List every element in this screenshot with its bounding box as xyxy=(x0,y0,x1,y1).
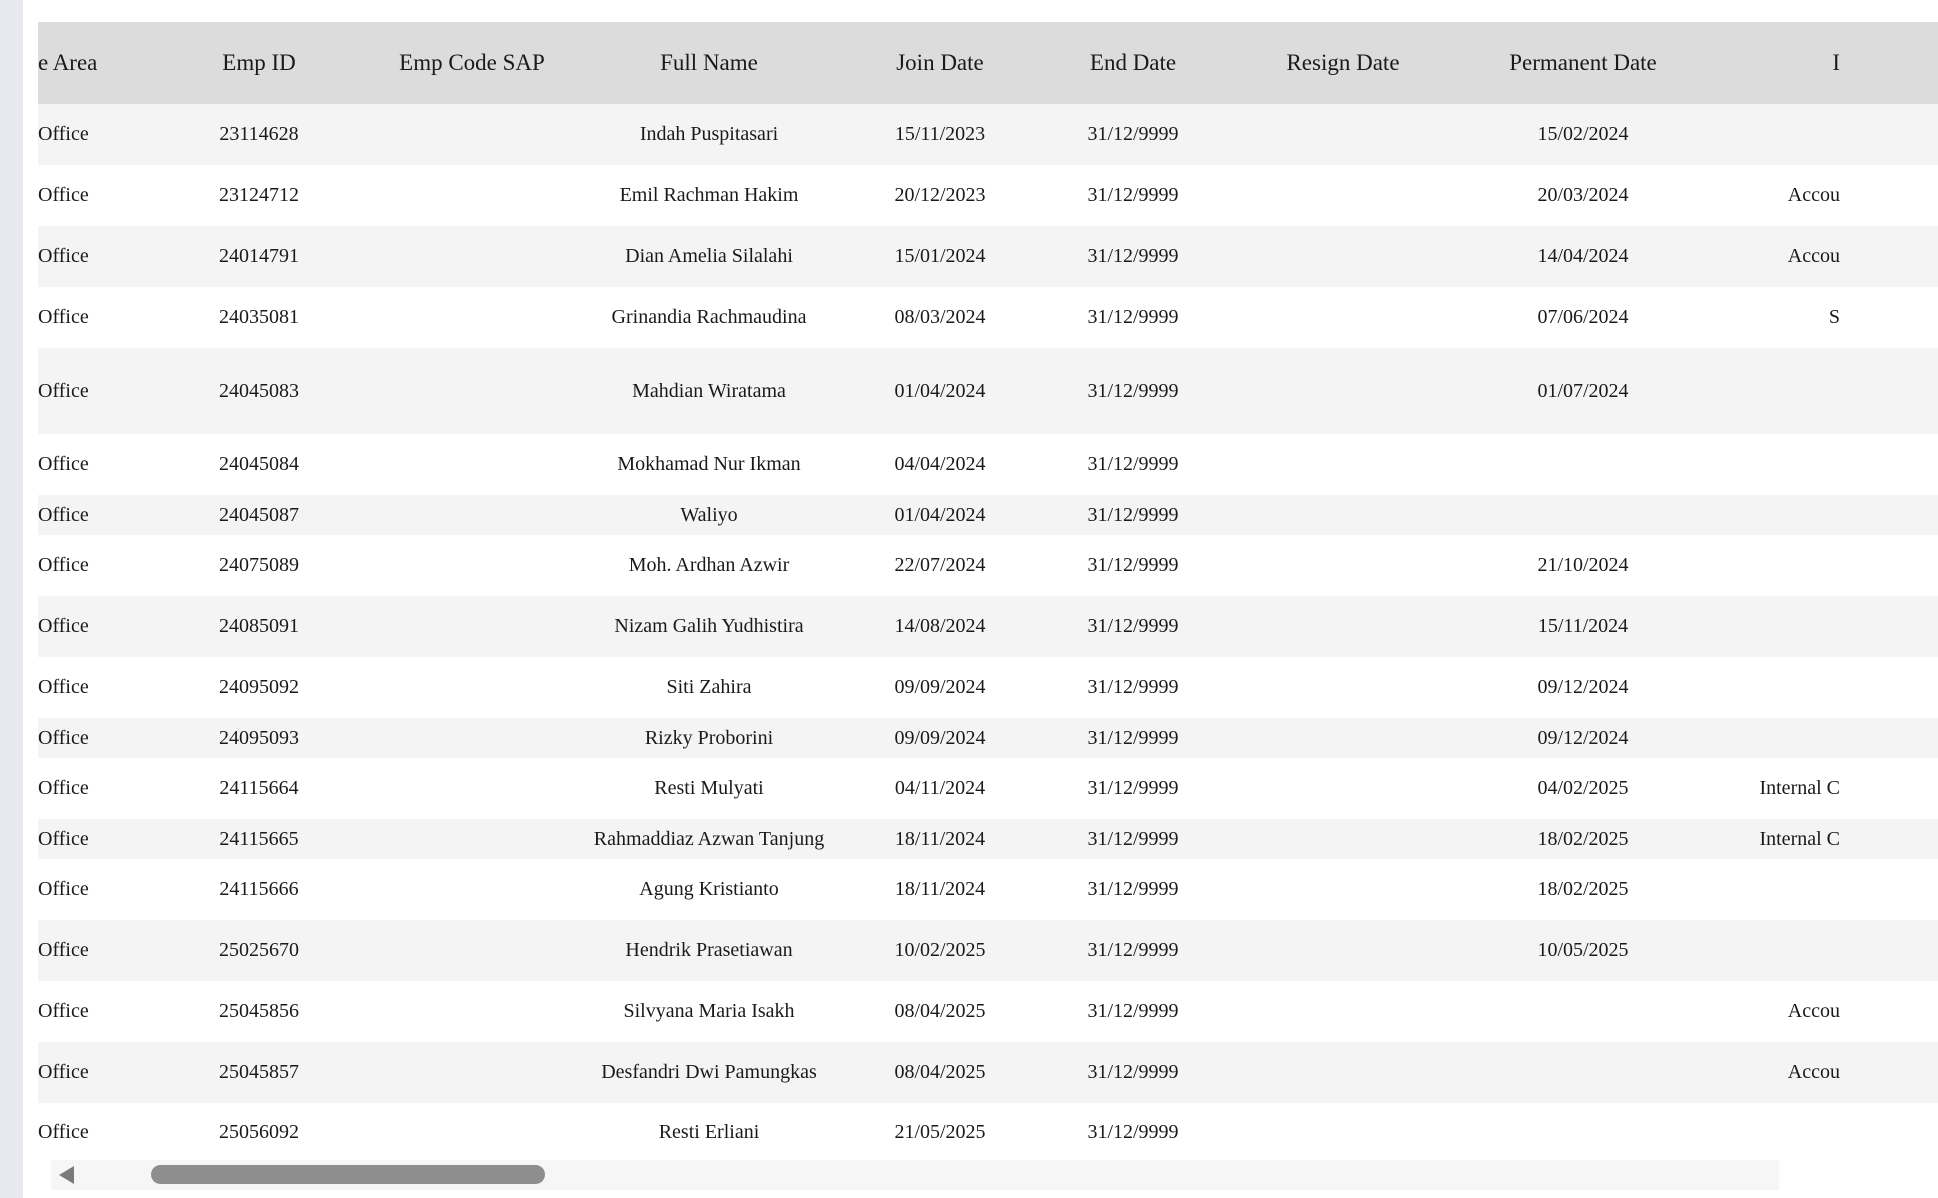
horizontal-scrollbar[interactable] xyxy=(51,1160,1779,1190)
cell-next-column: Accou xyxy=(1787,245,1840,267)
cell-emp-id: 25045857 xyxy=(219,1061,299,1083)
cell-full-name: Hendrik Prasetiawan xyxy=(625,939,793,961)
cell-full-name: Grinandia Rachmaudina xyxy=(611,306,807,328)
cell-next-column xyxy=(1688,535,1840,596)
header-full-name[interactable]: Full Name xyxy=(660,50,758,75)
triangle-left-icon[interactable] xyxy=(59,1166,74,1184)
table-row[interactable] xyxy=(38,758,1938,819)
table-row[interactable] xyxy=(38,859,1938,920)
cell-emp-id: 24095092 xyxy=(219,676,299,698)
cell-next-column: Accou xyxy=(1787,184,1840,206)
table-row[interactable] xyxy=(38,596,1938,657)
cell-permanent-date: 15/11/2024 xyxy=(1537,615,1629,637)
cell-end-date: 31/12/9999 xyxy=(1087,726,1179,749)
header-emp-id[interactable]: Emp ID xyxy=(222,50,296,75)
cell-next-column xyxy=(1688,495,1840,535)
cell-next-column: Internal C xyxy=(1759,827,1840,850)
cell-end-date: 31/12/9999 xyxy=(1087,615,1179,637)
employee-table xyxy=(38,22,1938,1162)
cell-join-date: 18/11/2024 xyxy=(894,827,986,850)
cell-area: Office xyxy=(38,726,89,749)
cell-end-date: 31/12/9999 xyxy=(1087,306,1179,328)
cell-next-column: Internal C xyxy=(1759,777,1840,799)
cell-end-date: 31/12/9999 xyxy=(1087,554,1179,576)
cell-emp-code-sap xyxy=(378,657,566,718)
cell-join-date: 09/09/2024 xyxy=(894,726,986,749)
cell-emp-code-sap xyxy=(378,758,566,819)
cell-permanent-date xyxy=(1470,495,1696,535)
cell-join-date: 08/03/2024 xyxy=(894,306,986,328)
table-row[interactable] xyxy=(38,920,1938,981)
cell-full-name: Nizam Galih Yudhistira xyxy=(614,615,804,637)
cell-area: Office xyxy=(38,1061,89,1083)
header-emp-code-sap[interactable]: Emp Code SAP xyxy=(399,50,545,75)
cell-area: Office xyxy=(38,503,89,526)
cell-join-date: 08/04/2025 xyxy=(894,1000,986,1022)
cell-join-date: 18/11/2024 xyxy=(894,878,986,900)
cell-permanent-date: 15/02/2024 xyxy=(1537,123,1629,145)
table-row[interactable] xyxy=(38,819,1938,859)
cell-full-name: Desfandri Dwi Pamungkas xyxy=(601,1061,817,1083)
cell-permanent-date: 09/12/2024 xyxy=(1537,676,1629,698)
header-next-column[interactable]: I xyxy=(1832,50,1840,75)
table-row[interactable] xyxy=(38,104,1938,165)
cell-full-name: Siti Zahira xyxy=(666,676,752,698)
cell-resign-date xyxy=(1238,348,1448,434)
table-row[interactable] xyxy=(38,165,1938,226)
cell-emp-id: 24115666 xyxy=(219,878,299,900)
table-row[interactable] xyxy=(38,348,1938,434)
left-panel-edge xyxy=(0,0,23,1198)
table-row[interactable] xyxy=(38,657,1938,718)
cell-join-date: 01/04/2024 xyxy=(894,503,986,526)
cell-emp-code-sap xyxy=(378,226,566,287)
cell-resign-date xyxy=(1238,1042,1448,1103)
cell-join-date: 01/04/2024 xyxy=(894,379,986,402)
cell-resign-date xyxy=(1238,535,1448,596)
cell-emp-code-sap xyxy=(378,718,566,758)
cell-join-date: 21/05/2025 xyxy=(894,1121,986,1143)
cell-join-date: 14/08/2024 xyxy=(894,615,986,637)
table-row[interactable] xyxy=(38,535,1938,596)
cell-permanent-date: 04/02/2025 xyxy=(1537,777,1629,799)
cell-emp-code-sap xyxy=(378,165,566,226)
table-viewport[interactable] xyxy=(38,22,1840,1160)
cell-area: Office xyxy=(38,1121,89,1143)
cell-full-name: Silvyana Maria Isakh xyxy=(623,1000,795,1022)
cell-area: Office xyxy=(38,123,89,145)
cell-join-date: 15/01/2024 xyxy=(894,245,986,267)
cell-permanent-date: 01/07/2024 xyxy=(1537,379,1629,402)
cell-join-date: 04/04/2024 xyxy=(894,453,986,475)
cell-permanent-date: 14/04/2024 xyxy=(1537,245,1629,267)
cell-emp-code-sap xyxy=(378,819,566,859)
cell-emp-id: 25045856 xyxy=(219,1000,299,1022)
cell-area: Office xyxy=(38,777,89,799)
cell-emp-id: 24045084 xyxy=(219,453,299,475)
table-row[interactable] xyxy=(38,718,1938,758)
table-body xyxy=(38,104,1938,1162)
cell-next-column xyxy=(1688,657,1840,718)
cell-area: Office xyxy=(38,554,89,576)
cell-permanent-date: 10/05/2025 xyxy=(1537,939,1629,961)
cell-next-column: S xyxy=(1828,306,1840,328)
cell-area: Office xyxy=(38,878,89,900)
header-join-date[interactable]: Join Date xyxy=(896,50,984,75)
cell-area: Office xyxy=(38,939,89,961)
cell-join-date: 22/07/2024 xyxy=(894,554,986,576)
cell-emp-code-sap xyxy=(378,434,566,495)
cell-full-name: Rizky Proborini xyxy=(644,726,774,749)
cell-resign-date xyxy=(1238,165,1448,226)
cell-permanent-date xyxy=(1470,1042,1696,1103)
cell-resign-date xyxy=(1238,920,1448,981)
cell-emp-code-sap xyxy=(378,535,566,596)
cell-end-date: 31/12/9999 xyxy=(1087,878,1179,900)
table-row[interactable] xyxy=(38,434,1938,495)
cell-emp-code-sap xyxy=(378,104,566,165)
cell-full-name: Agung Kristianto xyxy=(639,878,779,900)
cell-area: Office xyxy=(38,615,89,637)
cell-end-date: 31/12/9999 xyxy=(1087,676,1179,698)
cell-next-column xyxy=(1688,1103,1840,1162)
cell-resign-date xyxy=(1238,596,1448,657)
cell-area: Office xyxy=(38,1000,89,1022)
header-end-date[interactable]: End Date xyxy=(1089,50,1177,75)
cell-resign-date xyxy=(1238,859,1448,920)
cell-resign-date xyxy=(1238,104,1448,165)
cell-resign-date xyxy=(1238,718,1448,758)
cell-next-column: Accou xyxy=(1787,1061,1840,1083)
cell-join-date: 10/02/2025 xyxy=(894,939,986,961)
cell-emp-id: 24075089 xyxy=(219,554,299,576)
table-row[interactable] xyxy=(38,495,1938,535)
cell-resign-date xyxy=(1238,434,1448,495)
cell-end-date: 31/12/9999 xyxy=(1087,827,1179,850)
cell-emp-id: 24095093 xyxy=(219,726,299,749)
cell-end-date: 31/12/9999 xyxy=(1087,379,1179,402)
cell-emp-code-sap xyxy=(378,1042,566,1103)
cell-end-date: 31/12/9999 xyxy=(1087,184,1179,206)
cell-permanent-date xyxy=(1470,1103,1696,1162)
cell-end-date: 31/12/9999 xyxy=(1087,939,1179,961)
cell-emp-code-sap xyxy=(378,596,566,657)
cell-join-date: 04/11/2024 xyxy=(894,777,986,799)
cell-next-column xyxy=(1688,348,1840,434)
cell-full-name: Dian Amelia Silalahi xyxy=(625,245,793,267)
cell-emp-id: 24014791 xyxy=(219,245,299,267)
table-row[interactable] xyxy=(38,981,1938,1042)
cell-end-date: 31/12/9999 xyxy=(1087,1061,1179,1083)
cell-emp-id: 25025670 xyxy=(219,939,299,961)
table-header xyxy=(38,22,1938,104)
cell-permanent-date xyxy=(1470,981,1696,1042)
cell-area: Office xyxy=(38,245,89,267)
cell-emp-id: 23124712 xyxy=(219,184,299,206)
cell-emp-id: 25056092 xyxy=(219,1121,299,1143)
cell-permanent-date: 18/02/2025 xyxy=(1537,827,1629,850)
table-row[interactable] xyxy=(38,226,1938,287)
cell-join-date: 15/11/2023 xyxy=(894,123,986,145)
cell-emp-id: 24115664 xyxy=(219,777,299,799)
table-row[interactable] xyxy=(38,1103,1938,1162)
cell-next-column xyxy=(1688,920,1840,981)
cell-end-date: 31/12/9999 xyxy=(1087,777,1179,799)
cell-permanent-date: 09/12/2024 xyxy=(1537,726,1629,749)
cell-end-date: 31/12/9999 xyxy=(1087,453,1179,475)
cell-emp-id: 24045087 xyxy=(219,503,299,526)
cell-full-name: Mokhamad Nur Ikman xyxy=(617,453,801,475)
cell-next-column xyxy=(1688,596,1840,657)
cell-permanent-date: 21/10/2024 xyxy=(1537,554,1629,576)
cell-full-name: Resti Mulyati xyxy=(654,777,764,799)
cell-emp-code-sap xyxy=(378,348,566,434)
cell-full-name: Resti Erliani xyxy=(658,1121,760,1143)
cell-resign-date xyxy=(1238,226,1448,287)
cell-full-name: Indah Puspitasari xyxy=(639,123,779,145)
cell-emp-id: 24035081 xyxy=(219,306,299,328)
cell-resign-date xyxy=(1238,287,1448,348)
cell-end-date: 31/12/9999 xyxy=(1087,503,1179,526)
cell-emp-id: 23114628 xyxy=(219,123,299,145)
cell-full-name: Rahmaddiaz Azwan Tanjung xyxy=(593,827,825,850)
cell-full-name: Waliyo xyxy=(680,503,738,526)
cell-permanent-date xyxy=(1470,434,1696,495)
cell-permanent-date: 18/02/2025 xyxy=(1537,878,1629,900)
cell-area: Office xyxy=(38,184,89,206)
cell-full-name: Moh. Ardhan Azwir xyxy=(628,554,790,576)
cell-resign-date xyxy=(1238,819,1448,859)
cell-join-date: 20/12/2023 xyxy=(894,184,986,206)
cell-next-column xyxy=(1688,718,1840,758)
cell-area: Office xyxy=(38,379,89,402)
cell-area: Office xyxy=(38,306,89,328)
cell-area: Office xyxy=(38,676,89,698)
cell-area: Office xyxy=(38,827,89,850)
cell-emp-id: 24115665 xyxy=(219,827,299,850)
cell-end-date: 31/12/9999 xyxy=(1087,1000,1179,1022)
cell-emp-code-sap xyxy=(378,1103,566,1162)
cell-resign-date xyxy=(1238,758,1448,819)
cell-full-name: Emil Rachman Hakim xyxy=(619,184,799,206)
scrollbar-thumb[interactable] xyxy=(151,1165,545,1184)
cell-emp-code-sap xyxy=(378,981,566,1042)
table-row[interactable] xyxy=(38,287,1938,348)
cell-emp-code-sap xyxy=(378,859,566,920)
cell-join-date: 09/09/2024 xyxy=(894,676,986,698)
cell-resign-date xyxy=(1238,1103,1448,1162)
cell-resign-date xyxy=(1238,981,1448,1042)
cell-resign-date xyxy=(1238,657,1448,718)
cell-end-date: 31/12/9999 xyxy=(1087,245,1179,267)
header-area[interactable]: e Area xyxy=(38,50,98,75)
cell-emp-code-sap xyxy=(378,495,566,535)
cell-emp-id: 24085091 xyxy=(219,615,299,637)
cell-permanent-date: 07/06/2024 xyxy=(1537,306,1629,328)
cell-emp-id: 24045083 xyxy=(219,379,299,402)
cell-join-date: 08/04/2025 xyxy=(894,1061,986,1083)
cell-next-column: Accou xyxy=(1787,1000,1840,1022)
cell-emp-code-sap xyxy=(378,287,566,348)
cell-end-date: 31/12/9999 xyxy=(1087,123,1179,145)
cell-permanent-date: 20/03/2024 xyxy=(1537,184,1629,206)
cell-emp-code-sap xyxy=(378,920,566,981)
cell-next-column xyxy=(1688,434,1840,495)
cell-area: Office xyxy=(38,453,89,475)
header-resign-date[interactable]: Resign Date xyxy=(1286,50,1400,75)
cell-next-column xyxy=(1688,104,1840,165)
cell-full-name: Mahdian Wiratama xyxy=(632,379,786,402)
header-permanent-date[interactable]: Permanent Date xyxy=(1509,50,1657,75)
cell-resign-date xyxy=(1238,495,1448,535)
cell-next-column xyxy=(1688,859,1840,920)
table-row[interactable] xyxy=(38,1042,1938,1103)
cell-end-date: 31/12/9999 xyxy=(1087,1121,1179,1143)
